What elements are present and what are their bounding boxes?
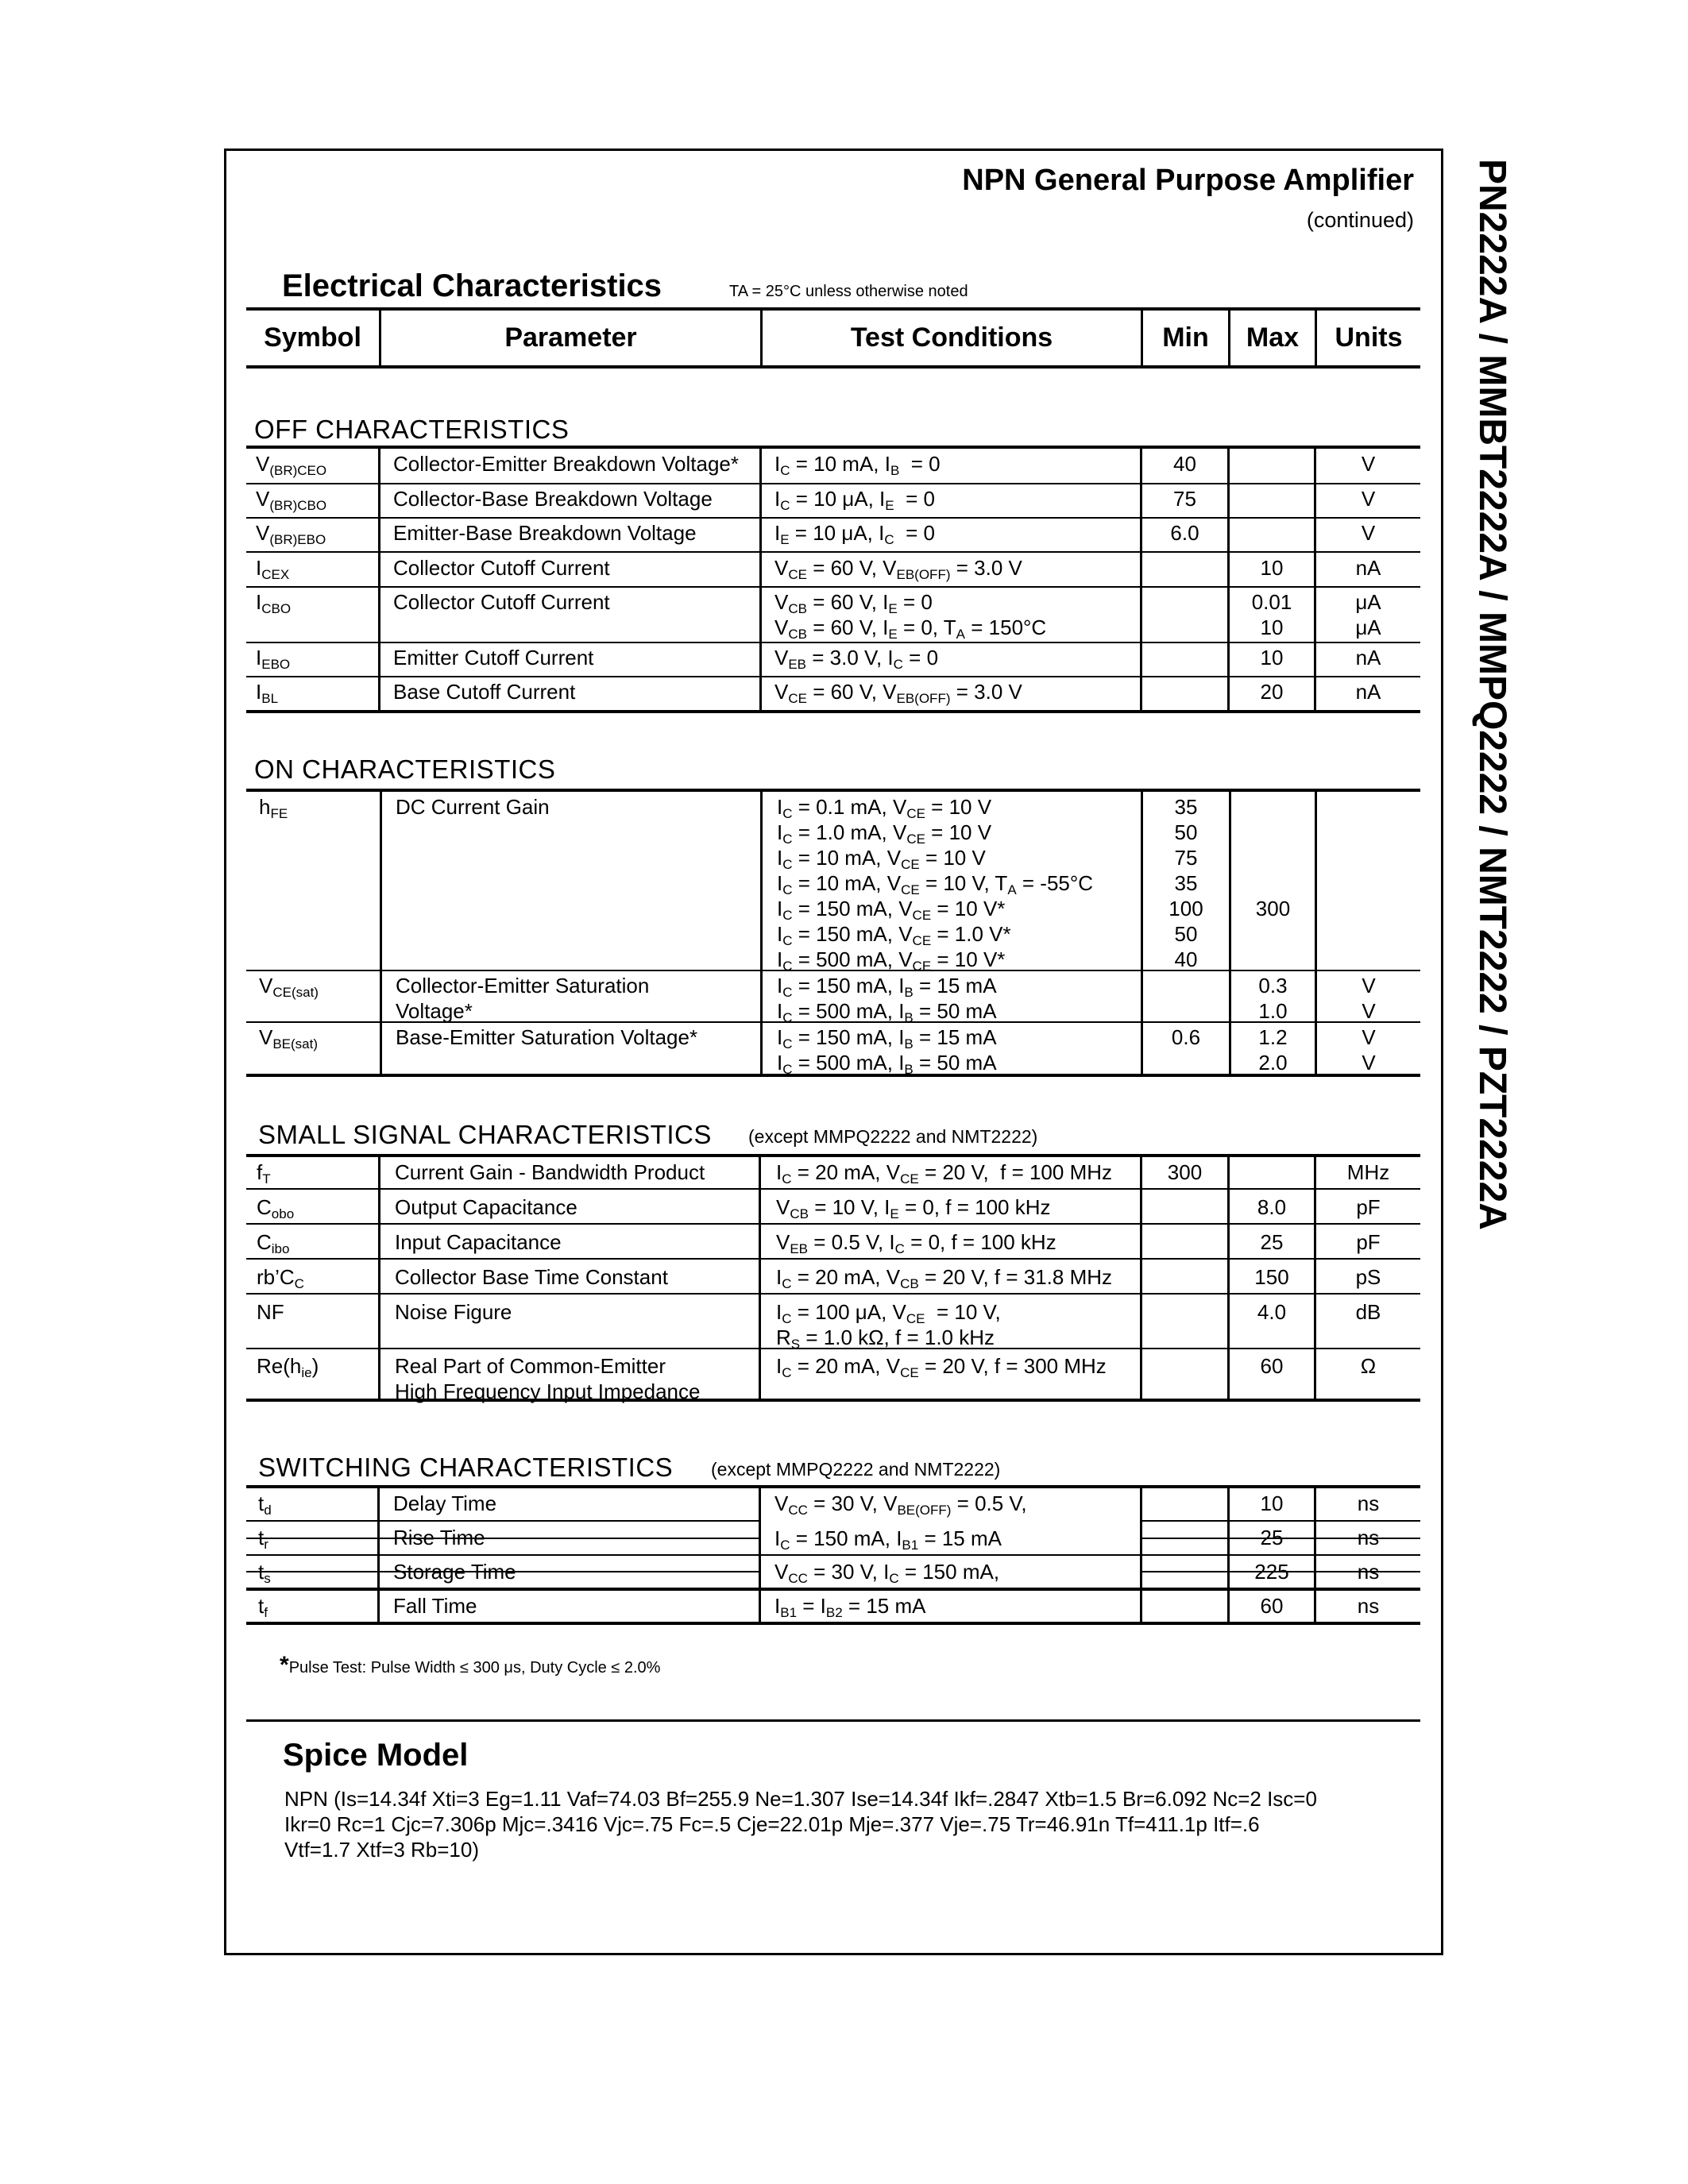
units: nA <box>1355 556 1381 580</box>
test-conditions: $I_C = 0.1$ mA, $V_{CE} = 10$ V $I_C = 1.0$ mA, $V_{CE} = 10$ V $I_C = 10$ mA, $V_{CE} = 10$ V $I_C = 10$ mA, $V_{CE} = 10$ V, $T_A = -55^\circ C$ $I_C = 150$ mA, $V_{CE} = 10$ V* $I_C = 150$ mA, $V_{CE} = 1.0$ V* $I_C = 500$ mA, $V_{CE} = 10$ V* <box>777 795 1094 974</box>
small-signal-note: (except MMPQ2222 and NMT2222) <box>748 1126 1038 1147</box>
symbol: $V_{CE(sat)}$ <box>259 974 319 1000</box>
switching-note: (except MMPQ2222 and NMT2222) <box>711 1459 1001 1480</box>
off-top-rule <box>246 446 1420 449</box>
test-conditions: $I_C = 20$ mA, $V_{CE} = 20$ V, f = 300 MHz <box>776 1354 1107 1380</box>
parameter: Base-Emitter Saturation Voltage* <box>396 1025 698 1049</box>
row-rule <box>246 586 1420 588</box>
units: Ω <box>1360 1354 1377 1378</box>
row-rule <box>246 1223 1420 1225</box>
off-bottom-rule <box>246 710 1420 713</box>
symbol-ts: $t_s$ <box>258 1560 271 1586</box>
col-min: Min <box>1162 322 1209 353</box>
parameter: Output Capacitance <box>395 1195 577 1219</box>
units: V <box>1361 452 1376 476</box>
units: pS <box>1355 1265 1381 1289</box>
spice-line: NPN (Is=14.34f Xti=3 Eg=1.11 Vaf=74.03 Bf=255.9 Ne=1.307 Ise=14.34f Ikf=.2847 Xtb=1.5 Br=6.092 Nc=2 Isc=0 <box>284 1787 1317 1811</box>
small-signal-heading: SMALL SIGNAL CHARACTERISTICS <box>258 1120 712 1149</box>
off-characteristics-heading: OFF CHARACTERISTICS <box>254 415 570 444</box>
switching-top-rule <box>246 1485 1420 1488</box>
parameter: Collector Base Time Constant <box>395 1265 668 1289</box>
units: ns <box>1357 1594 1380 1618</box>
electrical-characteristics-title: Electrical Characteristics <box>282 268 662 303</box>
symbol: $rb’C_C$ <box>257 1265 304 1291</box>
test-conditions: $I_C = 20$ mA, $V_{CE} = 20$ V, f = 100 MHz <box>776 1160 1113 1187</box>
units: V V <box>1362 974 1376 1023</box>
row-rule <box>246 1538 759 1539</box>
symbol: $C_{ibo}$ <box>257 1230 290 1256</box>
col-divider <box>760 790 763 1075</box>
symbol: $f_T$ <box>257 1160 271 1187</box>
pulse-test-footnote: *Pulse Test: Pulse Width ≤ 300 μs, Duty Cycle ≤ 2.0% <box>280 1652 661 1678</box>
test-conditions: $I_C = 100$ μA, $V_{CE} = 10$ V, $R_S = 1.0$ kΩ, f = 1.0 kHz <box>776 1300 1001 1352</box>
col-divider <box>759 1156 761 1400</box>
min-values: 35 50 75 35 100 50 40 <box>1168 795 1203 971</box>
min-value: 300 <box>1167 1160 1203 1184</box>
max-value: 25 <box>1260 1526 1284 1549</box>
row-rule <box>246 517 1420 519</box>
row-rule <box>246 642 1420 643</box>
row-rule <box>246 551 1420 553</box>
test-conditions: $I_C = 150$ mA, $I_B = 15$ mA $I_C = 500$ mA, $I_B = 50$ mA <box>777 1025 997 1077</box>
parameter: Collector Cutoff Current <box>393 556 610 580</box>
test-conditions: $I_C = 10$ mA, $I_B = 0$ <box>774 452 941 478</box>
col-symbol: Symbol <box>264 322 361 353</box>
test-conditions: $I_C = 150$ mA, $I_B = 15$ mA $I_C = 500$ mA, $I_B = 50$ mA <box>777 974 997 1025</box>
parameter: DC Current Gain <box>396 795 550 819</box>
row-rule <box>246 1554 759 1556</box>
switching-bottom-rule <box>246 1588 1420 1591</box>
col-divider <box>377 1589 380 1623</box>
max-value: 10 <box>1260 646 1284 669</box>
col-divider <box>378 447 380 712</box>
test-conditions: $I_C = 20$ mA, $V_{CB} = 20$ V, f = 31.8 MHz <box>776 1265 1113 1291</box>
max-value: 60 <box>1260 1354 1284 1378</box>
test-conditions: $I_{B1} = I_{B2} = 15$ mA <box>774 1594 926 1620</box>
parameter: Rise Time <box>393 1526 485 1549</box>
col-divider <box>1140 1156 1142 1400</box>
spice-line: Vtf=1.7 Xtf=3 Rb=10) <box>284 1838 479 1862</box>
col-units: Units <box>1335 322 1403 353</box>
parameter: Base Cutoff Current <box>393 680 576 704</box>
parameter: Delay Time <box>393 1491 497 1515</box>
symbol: $V_{BE(sat)}$ <box>259 1025 319 1051</box>
max-value: 300 <box>1255 897 1291 920</box>
parameter: Input Capacitance <box>395 1230 562 1254</box>
row-rule <box>246 1258 1420 1260</box>
units: pF <box>1356 1230 1381 1254</box>
max-value: 4.0 <box>1257 1300 1287 1324</box>
part-number-side-title: PN2222A / MMBT2222A / MMPQ2222 / NMT2222 / PZT2222A <box>1471 159 1513 1230</box>
units: pF <box>1356 1195 1381 1219</box>
symbol: $I_{CBO}$ <box>256 590 292 616</box>
spice-top-rule <box>246 1719 1420 1722</box>
footnote-asterisk: * <box>280 1652 289 1678</box>
symbol: NF <box>257 1300 284 1324</box>
symbol: $V_{(BR)CEO}$ <box>256 452 327 478</box>
test-conditions: $V_{CB} = 60$ V, $I_E = 0$ $V_{CB} = 60$ V, $I_E = 0$, $T_A = 150^\circ C$ <box>774 590 1047 642</box>
units: V <box>1361 521 1376 545</box>
max-value: 0.3 1.0 <box>1258 974 1288 1023</box>
units: μA μA <box>1355 590 1381 639</box>
test-conditions: $I_E = 10$ μA, $I_C = 0$ <box>774 521 935 547</box>
continued-label: (continued) <box>1306 208 1414 232</box>
symbol: $Re(h_{ie})$ <box>257 1354 319 1380</box>
symbol-tr: $t_r$ <box>258 1526 268 1552</box>
col-divider <box>759 1589 761 1623</box>
parameter: Current Gain - Bandwidth Product <box>395 1160 705 1184</box>
symbol: $V_{(BR)CBO}$ <box>256 487 327 513</box>
test-conditions: $V_{CB} = 10$ V, $I_E = 0$, f = 100 kHz <box>776 1195 1051 1221</box>
switching-conditions-1: $V_{CC} = 30$ V, $V_{BE(OFF)} = 0.5$ V, $I_C = 150$ mA, $I_{B1} = 15$ mA <box>774 1491 1027 1553</box>
test-conditions: $V_{EB} = 0.5$ V, $I_C = 0$, f = 100 kHz <box>776 1230 1056 1256</box>
max-value: 8.0 <box>1257 1195 1287 1219</box>
row-rule <box>246 1520 759 1522</box>
max-value: 10 <box>1260 556 1284 580</box>
units: dB <box>1355 1300 1381 1324</box>
units: ns <box>1357 1560 1380 1584</box>
min-value: 40 <box>1173 452 1196 476</box>
max-value: 150 <box>1254 1265 1289 1289</box>
on-characteristics-heading: ON CHARACTERISTICS <box>254 754 556 784</box>
header-top-rule <box>246 307 1420 311</box>
units: ns <box>1357 1491 1380 1515</box>
switching-conditions-2: $V_{CC} = 30$ V, $I_C = 150$ mA, <box>774 1560 1000 1586</box>
switching-final-rule <box>246 1622 1420 1625</box>
test-conditions: $I_C = 10$ μA, $I_E = 0$ <box>774 487 935 513</box>
units: ns <box>1357 1526 1380 1549</box>
col-max: Max <box>1246 322 1300 353</box>
spice-model-title: Spice Model <box>283 1738 469 1773</box>
row-rule <box>246 1293 1420 1295</box>
max-value: 0.01 10 <box>1251 590 1292 639</box>
row-rule <box>246 676 1420 677</box>
parameter: Collector-Emitter Saturation Voltage* <box>396 974 650 1023</box>
col-test-conditions: Test Conditions <box>850 322 1053 353</box>
row-rule <box>246 1188 1420 1190</box>
col-divider <box>378 1156 380 1400</box>
symbol: $I_{EBO}$ <box>256 646 291 672</box>
col-parameter: Parameter <box>504 322 637 353</box>
units: nA <box>1355 680 1381 704</box>
max-value: 225 <box>1254 1560 1289 1584</box>
units: nA <box>1355 646 1381 669</box>
min-value: 75 <box>1173 487 1196 511</box>
col-divider <box>1140 1589 1142 1623</box>
symbol-td: $t_d$ <box>258 1491 272 1518</box>
test-conditions: $V_{EB} = 3.0$ V, $I_C = 0$ <box>774 646 939 672</box>
max-value: 1.2 2.0 <box>1258 1025 1288 1075</box>
min-value: 0.6 <box>1171 1025 1201 1049</box>
symbol: $V_{(BR)EBO}$ <box>256 521 326 547</box>
units: V V <box>1362 1025 1376 1075</box>
parameter: Noise Figure <box>395 1300 512 1324</box>
page-title: NPN General Purpose Amplifier <box>962 164 1414 197</box>
parameter: Collector Cutoff Current <box>393 590 610 614</box>
parameter: Storage Time <box>393 1560 516 1584</box>
units: V <box>1361 487 1376 511</box>
test-conditions: $V_{CE} = 60$ V, $V_{EB(OFF)} = 3.0$ V <box>774 680 1022 706</box>
parameter: Emitter Cutoff Current <box>393 646 594 669</box>
max-value: 60 <box>1260 1594 1284 1618</box>
symbol-tf: $t_f$ <box>258 1594 268 1620</box>
symbol: $C_{obo}$ <box>257 1195 295 1221</box>
col-divider <box>380 790 382 1075</box>
row-rule <box>1140 1520 1420 1522</box>
test-conditions: $V_{CE} = 60$ V, $V_{EB(OFF)} = 3.0$ V <box>774 556 1022 582</box>
max-value: 10 <box>1260 1491 1284 1515</box>
max-value: 25 <box>1260 1230 1284 1254</box>
temperature-note: TA = 25°C unless otherwise noted <box>729 283 968 300</box>
row-rule <box>246 483 1420 484</box>
header-bottom-rule <box>246 365 1420 369</box>
symbol: $I_{CEX}$ <box>256 556 290 582</box>
parameter: Collector-Base Breakdown Voltage <box>393 487 713 511</box>
units: MHz <box>1346 1160 1390 1184</box>
parameter: Real Part of Common-Emitter High Frequency Input Impedance <box>395 1354 701 1403</box>
min-value: 6.0 <box>1170 521 1199 545</box>
parameter: Fall Time <box>393 1594 477 1618</box>
col-divider <box>759 447 762 712</box>
parameter: Emitter-Base Breakdown Voltage <box>393 521 697 545</box>
spice-line: Ikr=0 Rc=1 Cjc=7.306p Mjc=.3416 Vjc=.75 Fc=.5 Cje=22.01p Mje=.377 Vje=.75 Tr=46.91n Tf=411.1p Itf=.6 <box>284 1812 1260 1836</box>
symbol: $I_{BL}$ <box>256 680 279 706</box>
switching-heading: SWITCHING CHARACTERISTICS <box>258 1453 674 1482</box>
parameter: Collector-Emitter Breakdown Voltage* <box>393 452 739 476</box>
on-top-rule <box>246 789 1420 792</box>
symbol: $h_{FE}$ <box>259 795 288 821</box>
max-value: 20 <box>1260 680 1284 704</box>
small-top-rule <box>246 1154 1420 1157</box>
